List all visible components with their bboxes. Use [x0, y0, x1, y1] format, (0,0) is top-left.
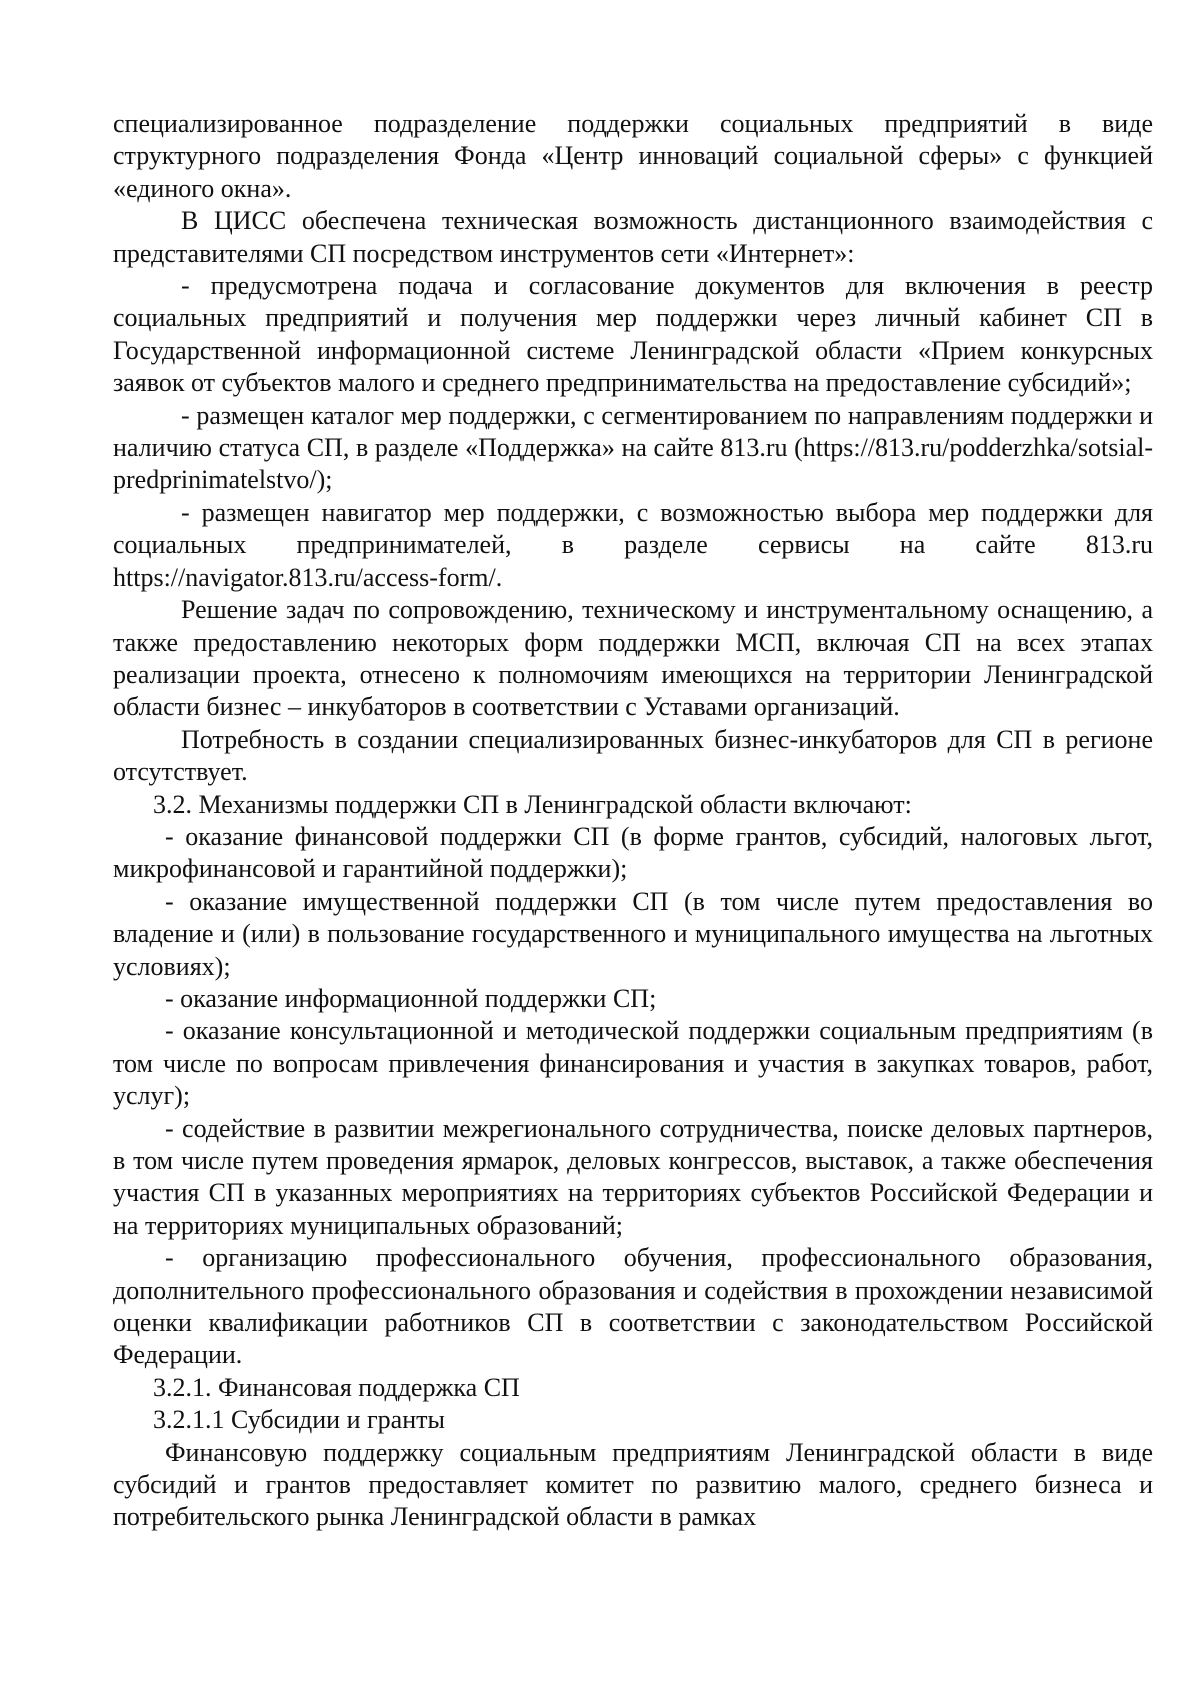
section-heading-3-2-1: 3.2.1. Финансовая поддержка СП — [153, 1372, 520, 1402]
list-item-financial-support: - оказание финансовой поддержки СП (в форме грантов, субсидий, налоговых льгот, микрофинансовой и гарантийной поддержки); — [113, 821, 1153, 884]
paragraph-incubator-need: Потребность в создании специализированных бизнес-инкубаторов для СП в регионе отсутствует. — [113, 724, 1153, 787]
list-item-information-support: - оказание информационной поддержки СП; — [165, 983, 657, 1013]
document-page — [113, 108, 1153, 1534]
section-heading-3-2: 3.2. Механизмы поддержки СП в Ленинградской области включают: — [153, 789, 912, 819]
paragraph-support-unit: специализированное подразделение поддержки социальных предприятий в виде структурного подразделения Фонда «Центр инноваций социальной сферы» с функцией «единого окна». — [113, 109, 1153, 203]
list-item-professional-training: - организацию профессионального обучения, профессионального образования, дополнительного профессионального образования и содействия в прохождении независимой оценки квалификации работников СП в соответствии с законодательством Российской Федерации. — [113, 1243, 1153, 1370]
list-item-property-support: - оказание имущественной поддержки СП (в том числе путем предоставления во владение и (или) в пользование государственного и муниципального имущества на льготных условиях); — [113, 886, 1153, 981]
paragraph-business-incubators: Решение задач по сопровождению, техническому и инструментальному оснащению, а также предоставлению некоторых форм поддержки МСП, включая СП на всех этапах реализации проекта, отнесено к полномочиям имеющихся на территории Ленинградской области бизнес – инкубаторов в соответствии с Уставами организаций. — [113, 595, 1153, 722]
paragraph-support-catalog: - размещен каталог мер поддержки, с сегментированием по направлениям поддержки и наличию статуса СП, в разделе «Поддержка» на сайте 813.ru (https://813.ru/podderzhka/sotsial-predprinimatelstvo/); — [113, 400, 1153, 495]
paragraph-subsidies-grants: Финансовую поддержку социальным предприятиям Ленинградской области в виде субсидий и грантов предоставляет комитет по развитию малого, среднего бизнеса и потребительского рынка Ленинградской области в рамках — [113, 1437, 1153, 1532]
section-heading-3-2-1-1: 3.2.1.1 Субсидии и гранты — [153, 1405, 445, 1435]
paragraph-documents-submission: - предусмотрена подача и согласование документов для включения в реестр социальных предприятий и получения мер поддержки через личный кабинет СП в Государственной информационной системе Ленинградской области «Прием конкурсных заявок от субъектов малого и среднего предпринимательства на предоставление субсидий»; — [113, 271, 1153, 398]
list-item-consulting-support: - оказание консультационной и методической поддержки социальным предприятиям (в том числе по вопросам привлечения финансирования и участия в закупках товаров, работ, услуг); — [113, 1016, 1153, 1111]
list-item-interregional-cooperation: - содействие в развитии межрегионального сотрудничества, поиске деловых партнеров, в том числе путем проведения ярмарок, деловых конгрессов, выставок, а также обеспечения участия СП в указанных мероприятиях на территориях субъектов Российской Федерации и на территориях муниципальных образований; — [113, 1113, 1153, 1240]
paragraph-remote-interaction: В ЦИСС обеспечена техническая возможность дистанционного взаимодействия с представителями СП посредством инструментов сети «Интернет»: — [113, 206, 1153, 268]
paragraph-support-navigator: - размещен навигатор мер поддержки, с возможностью выбора мер поддержки для социальных предпринимателей, в разделе сервисы на сайте 813.ru https://navigator.813.ru/access-form/. — [113, 497, 1153, 592]
